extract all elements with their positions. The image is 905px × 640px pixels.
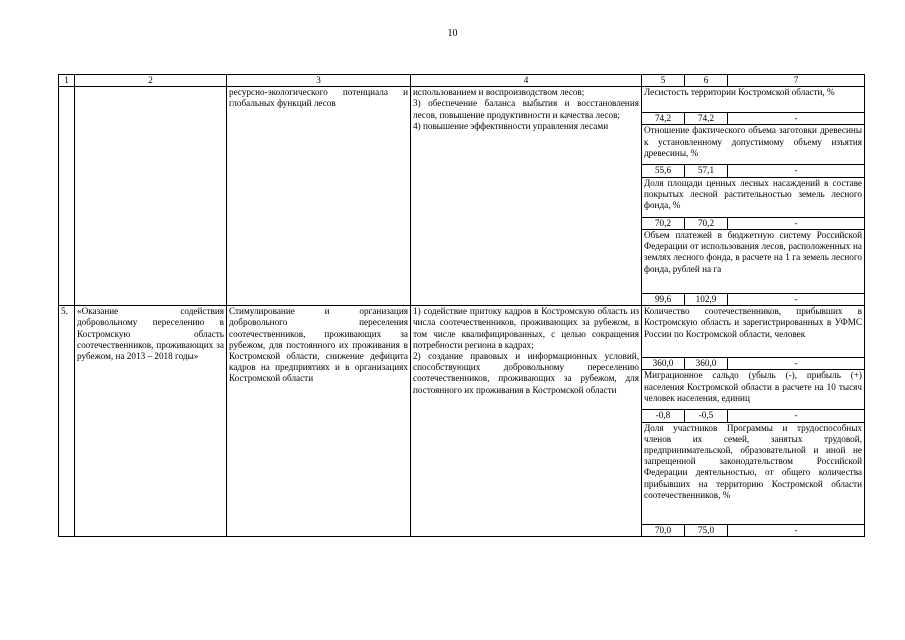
value-col6: 70,2 xyxy=(685,217,728,229)
value-col5: 99,6 xyxy=(642,293,685,305)
value-col7: - xyxy=(728,358,865,370)
value-col6: -0,5 xyxy=(685,410,728,422)
header-cell: 6 xyxy=(685,75,728,87)
header-cell: 4 xyxy=(411,75,642,87)
header-cell: 2 xyxy=(75,75,227,87)
cell-tasks: 1) содействие притоку кадров в Костромскую область из числа соотечественников, проживающих за рубежом, в том числе квалифицированных, с целью сокращения потребности региона в кадрах; 2) создание правовых и информационных условий, способствующих добровольному переселению соотечественников, проживающих за рубежом, для постоянного их проживания в Костромской области xyxy=(411,306,642,537)
cell-goal: Стимулирование и организация добровольного переселения соотечественников, проживающих за рубежом, для постоянного их проживания в Костромской области, снижение дефицита кадров на предприятиях и в организациях Костромской области xyxy=(227,306,411,537)
cell-number: 5. xyxy=(59,306,75,537)
header-row xyxy=(59,75,865,87)
indicator-name: Миграционное сальдо (убыль (-), прибыль (+) населения Костромской области в расчете на 10 тысяч человек населения, единиц xyxy=(642,370,865,410)
value-col6: 75,0 xyxy=(685,524,728,536)
page-number: 10 xyxy=(447,28,458,39)
indicator-name: Лесистость территории Костромской области, % xyxy=(642,87,865,113)
value-col7: - xyxy=(728,410,865,422)
value-col5: 360,0 xyxy=(642,358,685,370)
table-row xyxy=(59,87,865,113)
value-col5: 70,0 xyxy=(642,524,685,536)
value-col6: 74,2 xyxy=(685,113,728,125)
value-col5: 74,2 xyxy=(642,113,685,125)
indicator-name: Количество соотечественников, прибывших в Костромскую область и зарегистрированных в УФМС России по Костромской области, человек xyxy=(642,306,865,358)
value-col6: 102,9 xyxy=(685,293,728,305)
header-cell: 7 xyxy=(728,75,865,87)
table-row xyxy=(59,306,865,358)
indicator-name: Объем платежей в бюджетную систему Российской Федерации от использования лесов, расположенных на землях лесного фонда, в расчете на 1 га земель лесного фонда, рублей на га xyxy=(642,229,865,293)
value-col7: - xyxy=(728,113,865,125)
cell-goal: ресурсно-экологического потенциала и глобальных функций лесов xyxy=(227,87,411,306)
value-col6: 57,1 xyxy=(685,165,728,177)
value-col5: 55,6 xyxy=(642,165,685,177)
value-col7: - xyxy=(728,293,865,305)
value-col5: -0,8 xyxy=(642,410,685,422)
value-col7: - xyxy=(728,165,865,177)
header-cell: 3 xyxy=(227,75,411,87)
header-cell: 5 xyxy=(642,75,685,87)
value-col7: - xyxy=(728,524,865,536)
indicator-name: Доля площади ценных лесных насаждений в составе покрытых лесной растительностью земель лесного фонда, % xyxy=(642,177,865,217)
cell-program: «Оказание содействия добровольному переселению в Костромскую область соотечественников, проживающих за рубежом, на 2013 – 2018 годы» xyxy=(75,306,227,537)
cell-number xyxy=(59,87,75,306)
value-col5: 70,2 xyxy=(642,217,685,229)
program-table xyxy=(58,74,865,537)
value-col7: - xyxy=(728,217,865,229)
header-cell: 1 xyxy=(59,75,75,87)
cell-tasks: использованием и воспроизводством лесов; 3) обеспечение баланса выбытия и восстановления лесов, повышение продуктивности и качества лесов; 4) повышение эффективности управления лесами xyxy=(411,87,642,306)
cell-program xyxy=(75,87,227,306)
indicator-name: Отношение фактического объема заготовки древесины к установленному допустимому объему изъятия древесины, % xyxy=(642,125,865,165)
value-col6: 360,0 xyxy=(685,358,728,370)
indicator-name: Доля участников Программы и трудоспособных членов их семей, занятых трудовой, предпринимательской, образовательной и иной не запрещенной законодательством Российской Федерации деятельностью, от общего количества прибывших на территорию Костромской области соотечественников, % xyxy=(642,422,865,524)
